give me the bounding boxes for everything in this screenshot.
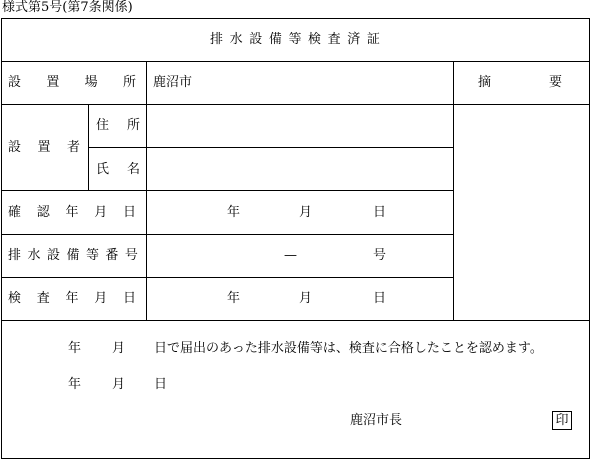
row-line-installer — [1, 190, 453, 191]
remarks-label: 摘 要 — [478, 75, 562, 90]
installer-label: 設 置 者 — [8, 140, 80, 155]
issuer-name: 鹿沼市長 — [350, 413, 403, 428]
inspection-month: 月 — [299, 291, 313, 306]
inspection-day: 日 — [373, 291, 387, 306]
seal-stamp: 印 — [552, 411, 572, 430]
equipment-number-label: 排 水 設 備 等 番 号 — [8, 248, 138, 263]
confirm-day: 日 — [373, 205, 387, 220]
col-line-installer-sub — [88, 104, 89, 190]
equipment-number-suffix: 号 — [373, 248, 387, 263]
location-value: 鹿沼市 — [153, 75, 193, 90]
inspection-year: 年 — [227, 291, 241, 306]
issue-year: 年 — [68, 377, 82, 392]
issue-month: 月 — [112, 377, 126, 392]
row-line-title — [1, 61, 590, 62]
statement-text: 日で届出のあった排水設備等は、検査に合格したことを認めます。 — [154, 341, 543, 356]
row-line-address — [88, 147, 453, 148]
table-border-bottom — [1, 458, 590, 459]
table-border-right — [589, 18, 590, 458]
row-line-location — [1, 104, 590, 105]
form-number-label: 様式第5号(第7条関係) — [2, 0, 133, 15]
installer-name-label: 氏 名 — [96, 162, 140, 177]
row-line-inspection — [1, 320, 590, 321]
table-border-top — [1, 18, 590, 19]
equipment-number-dash: — — [284, 248, 297, 263]
row-line-confirm — [1, 234, 453, 235]
row-line-number — [1, 277, 453, 278]
statement-month: 月 — [112, 341, 126, 356]
location-label: 設 置 場 所 — [8, 75, 136, 90]
col-line-label — [146, 61, 147, 320]
confirm-month: 月 — [299, 205, 313, 220]
statement-year: 年 — [68, 341, 82, 356]
col-line-remarks — [453, 61, 454, 320]
installer-address-label: 住 所 — [96, 118, 140, 133]
document-title: 排 水 設 備 等 検 査 済 証 — [210, 32, 380, 47]
inspection-date-label: 検 査 年 月 日 — [8, 291, 136, 306]
table-border-left — [1, 18, 2, 458]
confirm-year: 年 — [227, 205, 241, 220]
issue-day: 日 — [154, 377, 168, 392]
confirm-date-label: 確 認 年 月 日 — [8, 205, 136, 220]
